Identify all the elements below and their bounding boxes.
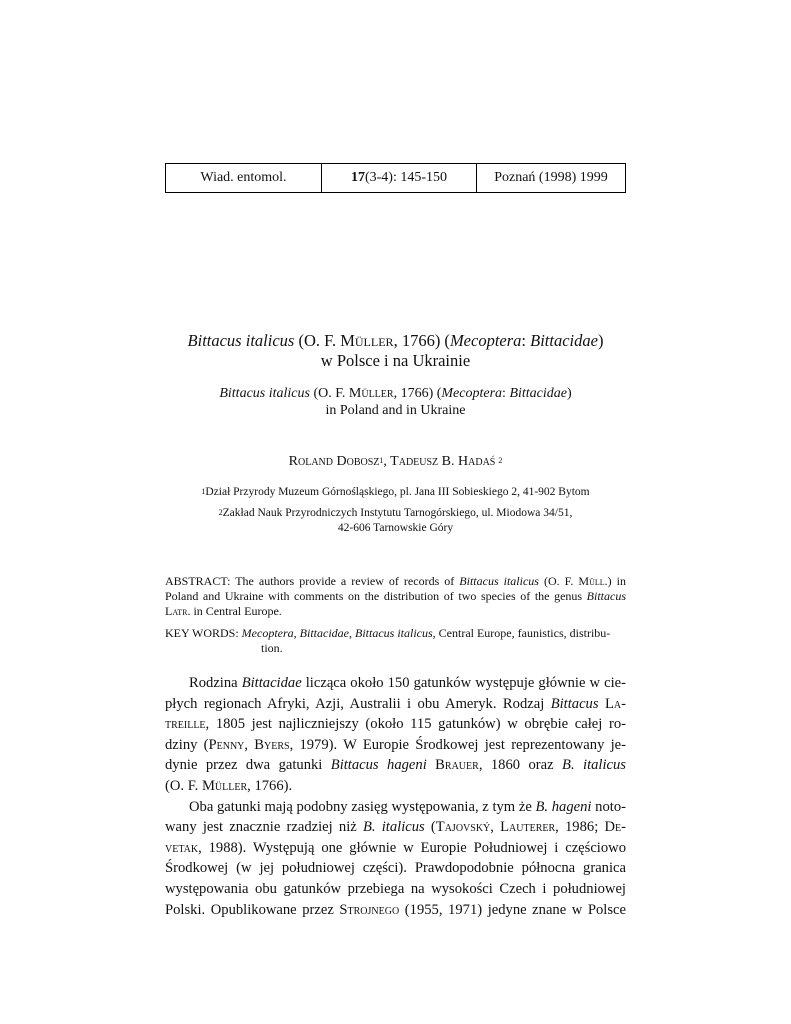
- journal-name: Wiad. entomol.: [166, 164, 322, 192]
- place-date: Poznań (1998) 1999: [494, 170, 608, 185]
- affiliation-1: $^1$Dział Przyrody Muzeum Górnośląskiego, pl. Jana III Sobieskiego 2, 41-902 Bytom: [201, 486, 590, 498]
- abstract: ABSTRACT: The authors provide a review of records of Bittacus italicus (O. F. Müll.) in Poland and Ukraine with comments on the distribution of two species of the genus Bittacus Latr. in Central Europe.: [165, 574, 627, 618]
- volume-issue-pages: [322, 164, 477, 192]
- paragraph-2: Oba gatunki mają podobny zasięg występowania, z tym że B. hageni noto- wany jest znacznie rzadziej niż B. italicus (Tajovský, Lauterer, 1986; De- vetak, 1988). Występują one głównie w Europie Południowej i częściowo Środkowej (w jej południowej części). Prawdopodobnie północna granica występowania obu gatunków przebiega na wysokości Czech i południowej Polski. Opublikowane przez Strojnego (1955, 1971) jedyne znane w Polsce: [165, 798, 626, 918]
- issue-pages: (3-4): 145-150: [364, 170, 448, 185]
- paragraph-1: Rodzina Bittacidae licząca około 150 gatunków występuje głównie w cie- płych regionach Afryki, Azji, Australii i obu Ameryk. Rodzaj Bittacus La- treille, 1805 jest najliczniejszy (około 115 gatunków) w obrębie całej ro- dziny (Penny, Byers, 1979). W Europie Środkowej jest reprezentowany je- dynie przez dwa gatunki Bittacus hageni Brauer, 1860 oraz B. italicus (O. F. Müller, 1766).: [165, 675, 626, 794]
- article-title-polish: Bittacus italicus (O. F. Müller, 1766) (Mecoptera: Bittacidae) w Polsce i na Ukrainie: [187, 331, 604, 370]
- volume-number: 17: [350, 170, 365, 185]
- author-line: Roland Dobosz$^1$, Tadeusz B. Hadaś $^2$: [288, 454, 503, 469]
- key-words: KEY WORDS: Mecoptera, Bittacidae, Bittacus italicus, Central Europe, faunistics, distribu- tion.: [165, 626, 611, 655]
- body-text: [165, 673, 626, 920]
- affiliation-2: $^2$Zakład Nauk Przyrodniczych Instytutu Tarnogórskiego, ul. Miodowa 34/51, 42-606 Tarnowskie Góry: [218, 507, 573, 534]
- journal-header-box: [165, 163, 626, 193]
- article-title-english: Bittacus italicus (O. F. Müller, 1766) (Mecoptera: Bittacidae) in Poland and in Ukraine: [219, 386, 572, 418]
